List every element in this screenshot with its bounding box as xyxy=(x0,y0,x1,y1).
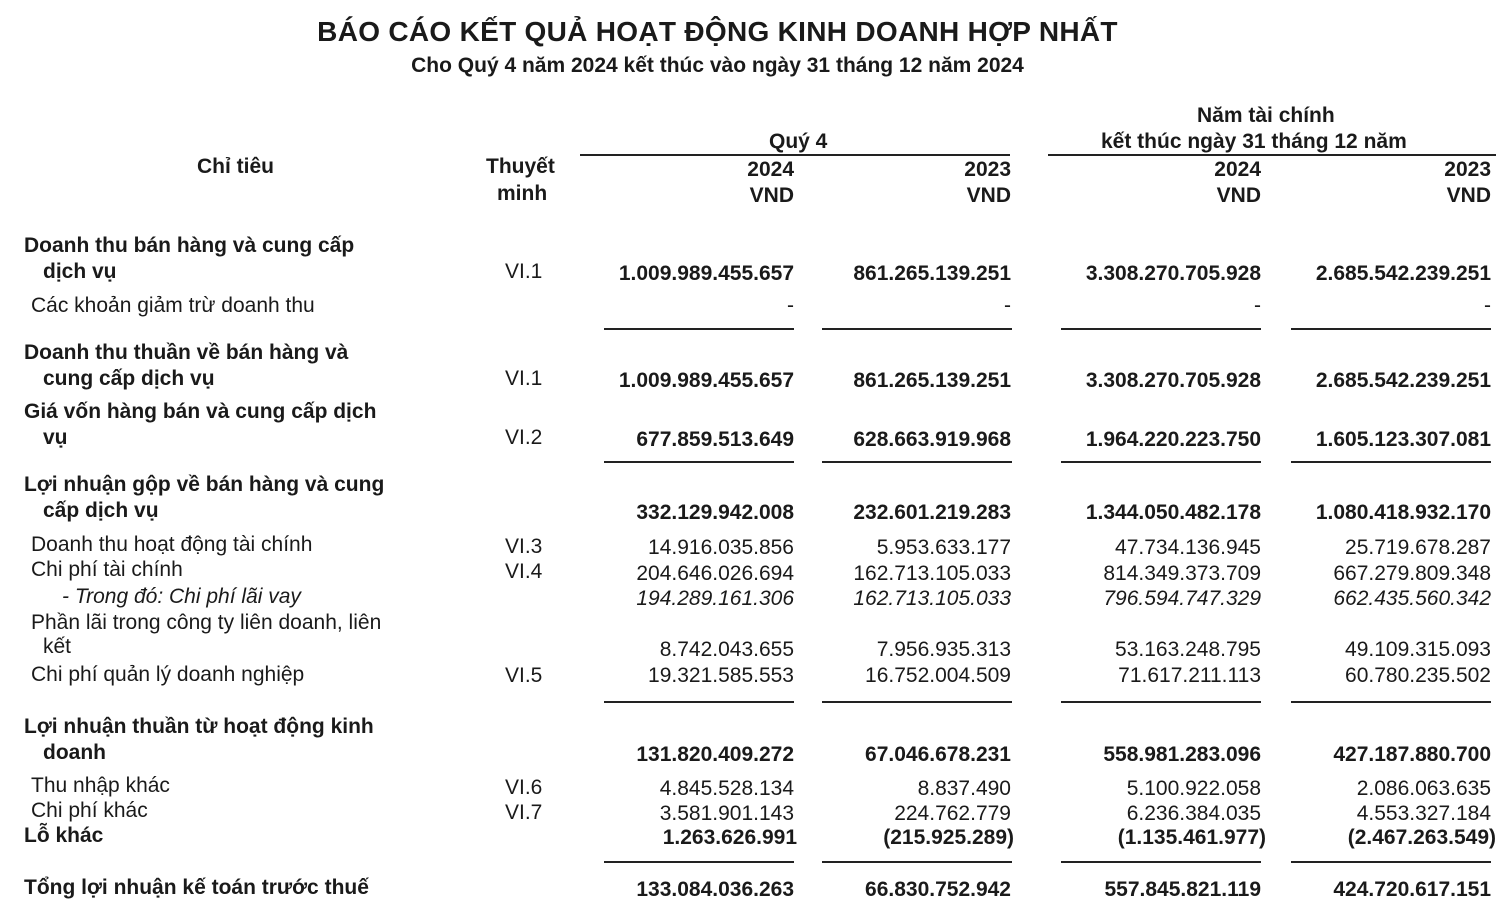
col-year-q4-2023: 2023 xyxy=(964,158,1011,181)
row-value: 49.109.315.093 xyxy=(1345,638,1491,661)
note-header-line1: Thuyết xyxy=(486,155,555,178)
row-value: 861.265.139.251 xyxy=(853,369,1011,392)
row-value: 16.752.004.509 xyxy=(865,664,1011,687)
row-value: 7.956.935.313 xyxy=(876,638,1011,661)
row-value: 232.601.219.283 xyxy=(853,501,1011,524)
row-label-cont: kết xyxy=(43,635,72,658)
subtotal-rule xyxy=(1291,328,1491,330)
row-value: 71.617.211.113 xyxy=(1118,664,1261,687)
row-note: VI.5 xyxy=(505,664,543,687)
row-note: VI.2 xyxy=(505,426,543,449)
subtotal-rule xyxy=(1291,861,1491,863)
col-year-fy-2023: 2023 xyxy=(1444,158,1491,181)
row-value: 332.129.942.008 xyxy=(636,501,794,524)
report-subtitle: Cho Quý 4 năm 2024 kết thúc vào ngày 31 tháng 12 năm 2024 xyxy=(411,54,1024,77)
row-label: Doanh thu hoạt động tài chính xyxy=(31,533,313,556)
row-value: 667.279.809.348 xyxy=(1333,562,1491,585)
row-value: 14.916.035.856 xyxy=(648,536,794,559)
row-value: 2.685.542.239.251 xyxy=(1315,262,1491,285)
row-label-cont: dịch vụ xyxy=(43,260,117,283)
col-currency-1: VND xyxy=(749,184,794,207)
row-value: 53.163.248.795 xyxy=(1115,638,1261,661)
row-value: 4.845.528.134 xyxy=(659,777,794,800)
row-value: 861.265.139.251 xyxy=(853,262,1011,285)
row-note: VI.4 xyxy=(505,560,543,583)
row-value: - xyxy=(787,294,794,317)
subtotal-rule xyxy=(604,461,794,463)
row-label: Lợi nhuận gộp về bán hàng và cung xyxy=(24,473,385,496)
row-value: 2.685.542.239.251 xyxy=(1315,369,1491,392)
row-value: - xyxy=(1004,294,1011,317)
row-value: 47.734.136.945 xyxy=(1115,536,1261,559)
row-label: Các khoản giảm trừ doanh thu xyxy=(31,294,315,317)
row-label-cont: vụ xyxy=(43,426,68,449)
quarter-group-rule xyxy=(580,154,1010,156)
row-value: (1.135.461.977) xyxy=(1117,826,1266,849)
row-value: 1.605.123.307.081 xyxy=(1315,428,1491,451)
row-note: VI.7 xyxy=(505,801,543,824)
row-label: Chi phí quản lý doanh nghiệp xyxy=(31,663,305,686)
row-value: 3.308.270.705.928 xyxy=(1085,369,1261,392)
subtotal-rule xyxy=(822,861,1012,863)
col-currency-4: VND xyxy=(1446,184,1491,207)
row-label: Lỗ khác xyxy=(24,824,104,847)
row-value: 8.837.490 xyxy=(917,777,1011,800)
row-value: 1.344.050.482.178 xyxy=(1085,501,1261,524)
row-label: Giá vốn hàng bán và cung cấp dịch xyxy=(24,400,377,423)
row-value: 4.553.327.184 xyxy=(1356,802,1491,825)
row-label: - Trong đó: Chi phí lãi vay xyxy=(62,585,301,608)
row-value: 204.646.026.694 xyxy=(636,562,794,585)
row-value: 1.263.626.991 xyxy=(662,826,797,849)
row-value: 1.964.220.223.750 xyxy=(1085,428,1261,451)
row-value: - xyxy=(1484,294,1491,317)
year-group-rule xyxy=(1048,154,1496,156)
row-value: 558.981.283.096 xyxy=(1103,743,1261,766)
row-value: 3.308.270.705.928 xyxy=(1085,262,1261,285)
row-value: 133.084.036.263 xyxy=(636,878,794,901)
row-label-cont: doanh xyxy=(43,741,106,764)
report-title: BÁO CÁO KẾT QUẢ HOẠT ĐỘNG KINH DOANH HỢP NHẤT xyxy=(317,16,1118,47)
note-header-line2: minh xyxy=(497,182,548,205)
row-value: 6.236.384.035 xyxy=(1126,802,1261,825)
row-note: VI.1 xyxy=(505,367,543,390)
row-value: 662.435.560.342 xyxy=(1333,587,1491,610)
row-value: 67.046.678.231 xyxy=(865,743,1011,766)
subtotal-rule xyxy=(604,701,794,703)
col-year-fy-2024: 2024 xyxy=(1214,158,1261,181)
row-value: 162.713.105.033 xyxy=(853,587,1011,610)
row-value: 131.820.409.272 xyxy=(636,743,794,766)
row-value: (2.467.263.549) xyxy=(1347,826,1496,849)
subtotal-rule xyxy=(1061,328,1261,330)
row-value: 1.009.989.455.657 xyxy=(618,262,794,285)
quarter-group-header: Quý 4 xyxy=(769,130,828,153)
year-group-header-line2: kết thúc ngày 31 tháng 12 năm xyxy=(1101,130,1407,153)
row-label: Lợi nhuận thuần từ hoạt động kinh xyxy=(24,715,374,738)
row-value: 427.187.880.700 xyxy=(1333,743,1491,766)
year-group-header-line1: Năm tài chính xyxy=(1197,104,1335,127)
row-label: Tổng lợi nhuận kế toán trước thuế xyxy=(24,876,369,899)
row-value: 194.289.161.306 xyxy=(636,587,794,610)
col-currency-3: VND xyxy=(1216,184,1261,207)
row-value: 224.762.779 xyxy=(894,802,1011,825)
col-year-q4-2024: 2024 xyxy=(747,158,794,181)
row-value: 796.594.747.329 xyxy=(1103,587,1261,610)
subtotal-rule xyxy=(822,701,1012,703)
subtotal-rule xyxy=(1061,861,1261,863)
row-value: 25.719.678.287 xyxy=(1345,536,1491,559)
subtotal-rule xyxy=(1061,461,1261,463)
row-value: 557.845.821.119 xyxy=(1104,878,1261,901)
row-value: 60.780.235.502 xyxy=(1345,664,1491,687)
row-value: 2.086.063.635 xyxy=(1356,777,1491,800)
row-value: 814.349.373.709 xyxy=(1103,562,1261,585)
row-value: 5.953.633.177 xyxy=(876,536,1011,559)
row-label: Phần lãi trong công ty liên doanh, liên xyxy=(31,611,382,634)
subtotal-rule xyxy=(604,328,794,330)
row-value: 162.713.105.033 xyxy=(853,562,1011,585)
row-value: 66.830.752.942 xyxy=(865,878,1011,901)
row-note: VI.1 xyxy=(505,260,543,283)
row-label: Chi phí tài chính xyxy=(31,558,183,581)
row-label: Doanh thu bán hàng và cung cấp xyxy=(24,234,355,257)
row-label: Chi phí khác xyxy=(31,799,148,822)
row-note: VI.3 xyxy=(505,535,543,558)
row-label-cont: cung cấp dịch vụ xyxy=(43,367,215,390)
indicator-header: Chỉ tiêu xyxy=(197,155,274,178)
subtotal-rule xyxy=(822,461,1012,463)
subtotal-rule xyxy=(1291,461,1491,463)
row-value: - xyxy=(1254,294,1261,317)
row-value: 1.080.418.932.170 xyxy=(1315,501,1491,524)
row-value: 628.663.919.968 xyxy=(853,428,1011,451)
col-currency-2: VND xyxy=(966,184,1011,207)
row-value: 3.581.901.143 xyxy=(659,802,794,825)
subtotal-rule xyxy=(822,328,1012,330)
row-value: 8.742.043.655 xyxy=(659,638,794,661)
row-value: 424.720.617.151 xyxy=(1333,878,1491,901)
subtotal-rule xyxy=(1061,701,1261,703)
row-note: VI.6 xyxy=(505,776,543,799)
subtotal-rule xyxy=(1291,701,1491,703)
row-label-cont: cấp dịch vụ xyxy=(43,499,159,522)
subtotal-rule xyxy=(604,861,794,863)
row-value: 5.100.922.058 xyxy=(1126,777,1261,800)
row-value: 19.321.585.553 xyxy=(648,664,794,687)
row-value: 677.859.513.649 xyxy=(636,428,794,451)
row-value: (215.925.289) xyxy=(883,826,1014,849)
row-label: Doanh thu thuần về bán hàng và xyxy=(24,341,349,364)
row-value: 1.009.989.455.657 xyxy=(618,369,794,392)
row-label: Thu nhập khác xyxy=(31,774,170,797)
